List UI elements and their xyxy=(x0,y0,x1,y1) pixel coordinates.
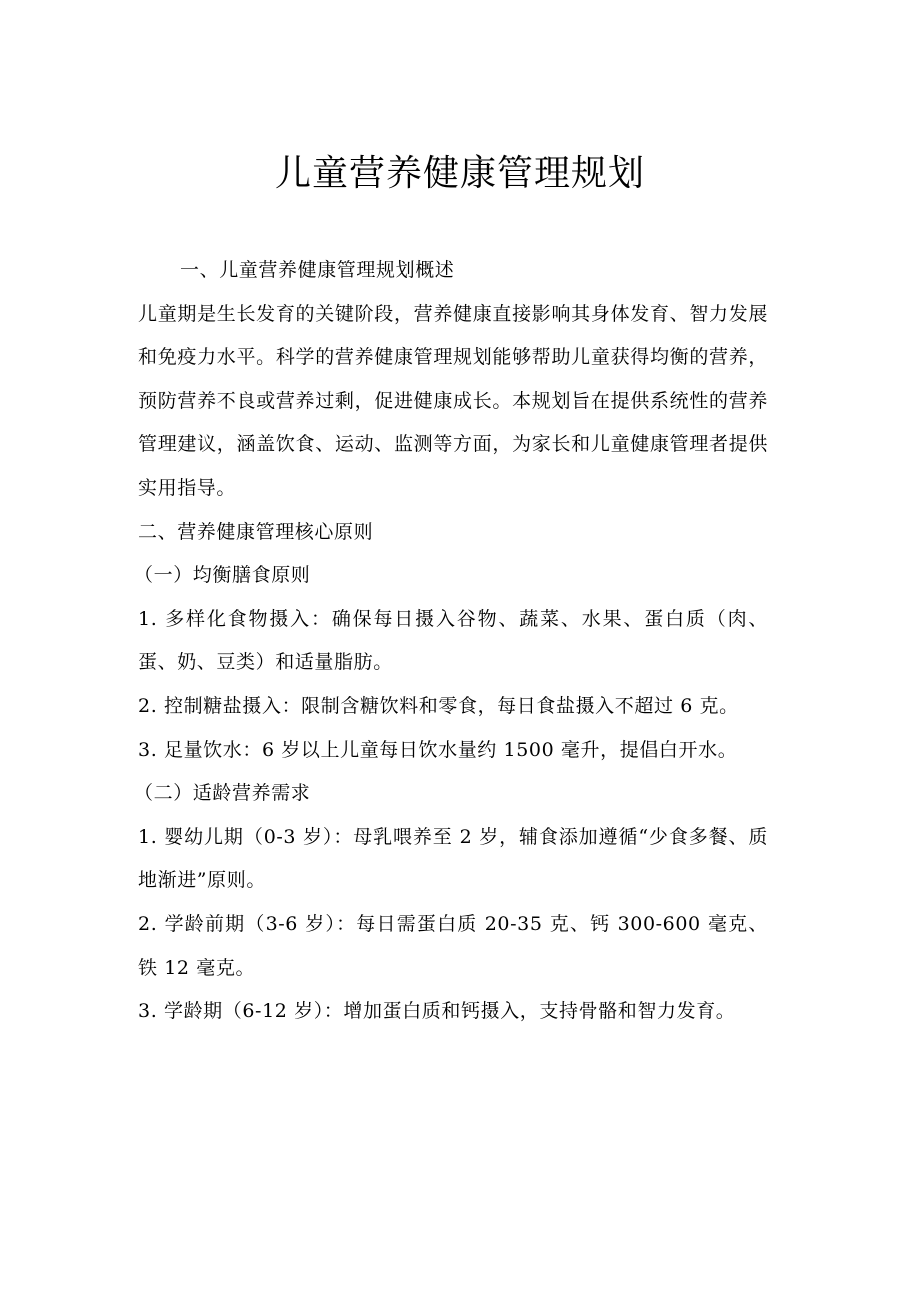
list-item: 3. 学龄期（6-12 岁）：增加蛋白质和钙摄入，支持骨骼和智力发育。 xyxy=(138,1000,736,1023)
section1-heading: 一、儿童营养健康管理规划概述 xyxy=(180,259,455,281)
document-body xyxy=(134,249,768,1034)
section2-heading: 二、营养健康管理核心原则 xyxy=(138,520,374,543)
list-item: 1. 多样化食物摄入：确保每日摄入谷物、蔬菜、水果、蛋白质（肉、蛋、奶、豆类）和适量脂肪。 xyxy=(138,607,768,674)
list-item: 2. 控制糖盐摄入：限制含糖饮料和零食，每日食盐摄入不超过 6 克。 xyxy=(138,694,739,717)
section1-paragraph: 儿童期是生长发育的关键阶段，营养健康直接影响其身体发育、智力发展和免疫力水平。科学的营养健康管理规划能够帮助儿童获得均衡的营养，预防营养不良或营养过剩，促进健康成长。本规划旨在提供系统性的营养管理建议，涵盖饮食、运动、监测等方面，为家长和儿童健康管理者提供实用指导。 xyxy=(138,302,768,499)
subsection1-heading: （一）均衡膳食原则 xyxy=(134,564,311,587)
list-item: 3. 足量饮水：6 岁以上儿童每日饮水量约 1500 毫升，提倡白开水。 xyxy=(138,738,738,761)
subsection2-heading: （二）适龄营养需求 xyxy=(134,782,311,805)
list-item: 1. 婴幼儿期（0-3 岁）：母乳喂养至 2 岁，辅食添加遵循“少食多餐、质地渐进”原则。 xyxy=(138,825,768,892)
list-item: 2. 学龄前期（3-6 岁）：每日需蛋白质 20-35 克、钙 300-600 毫克、铁 12 毫克。 xyxy=(138,912,768,979)
document-title: 儿童营养健康管理规划 xyxy=(274,153,645,194)
